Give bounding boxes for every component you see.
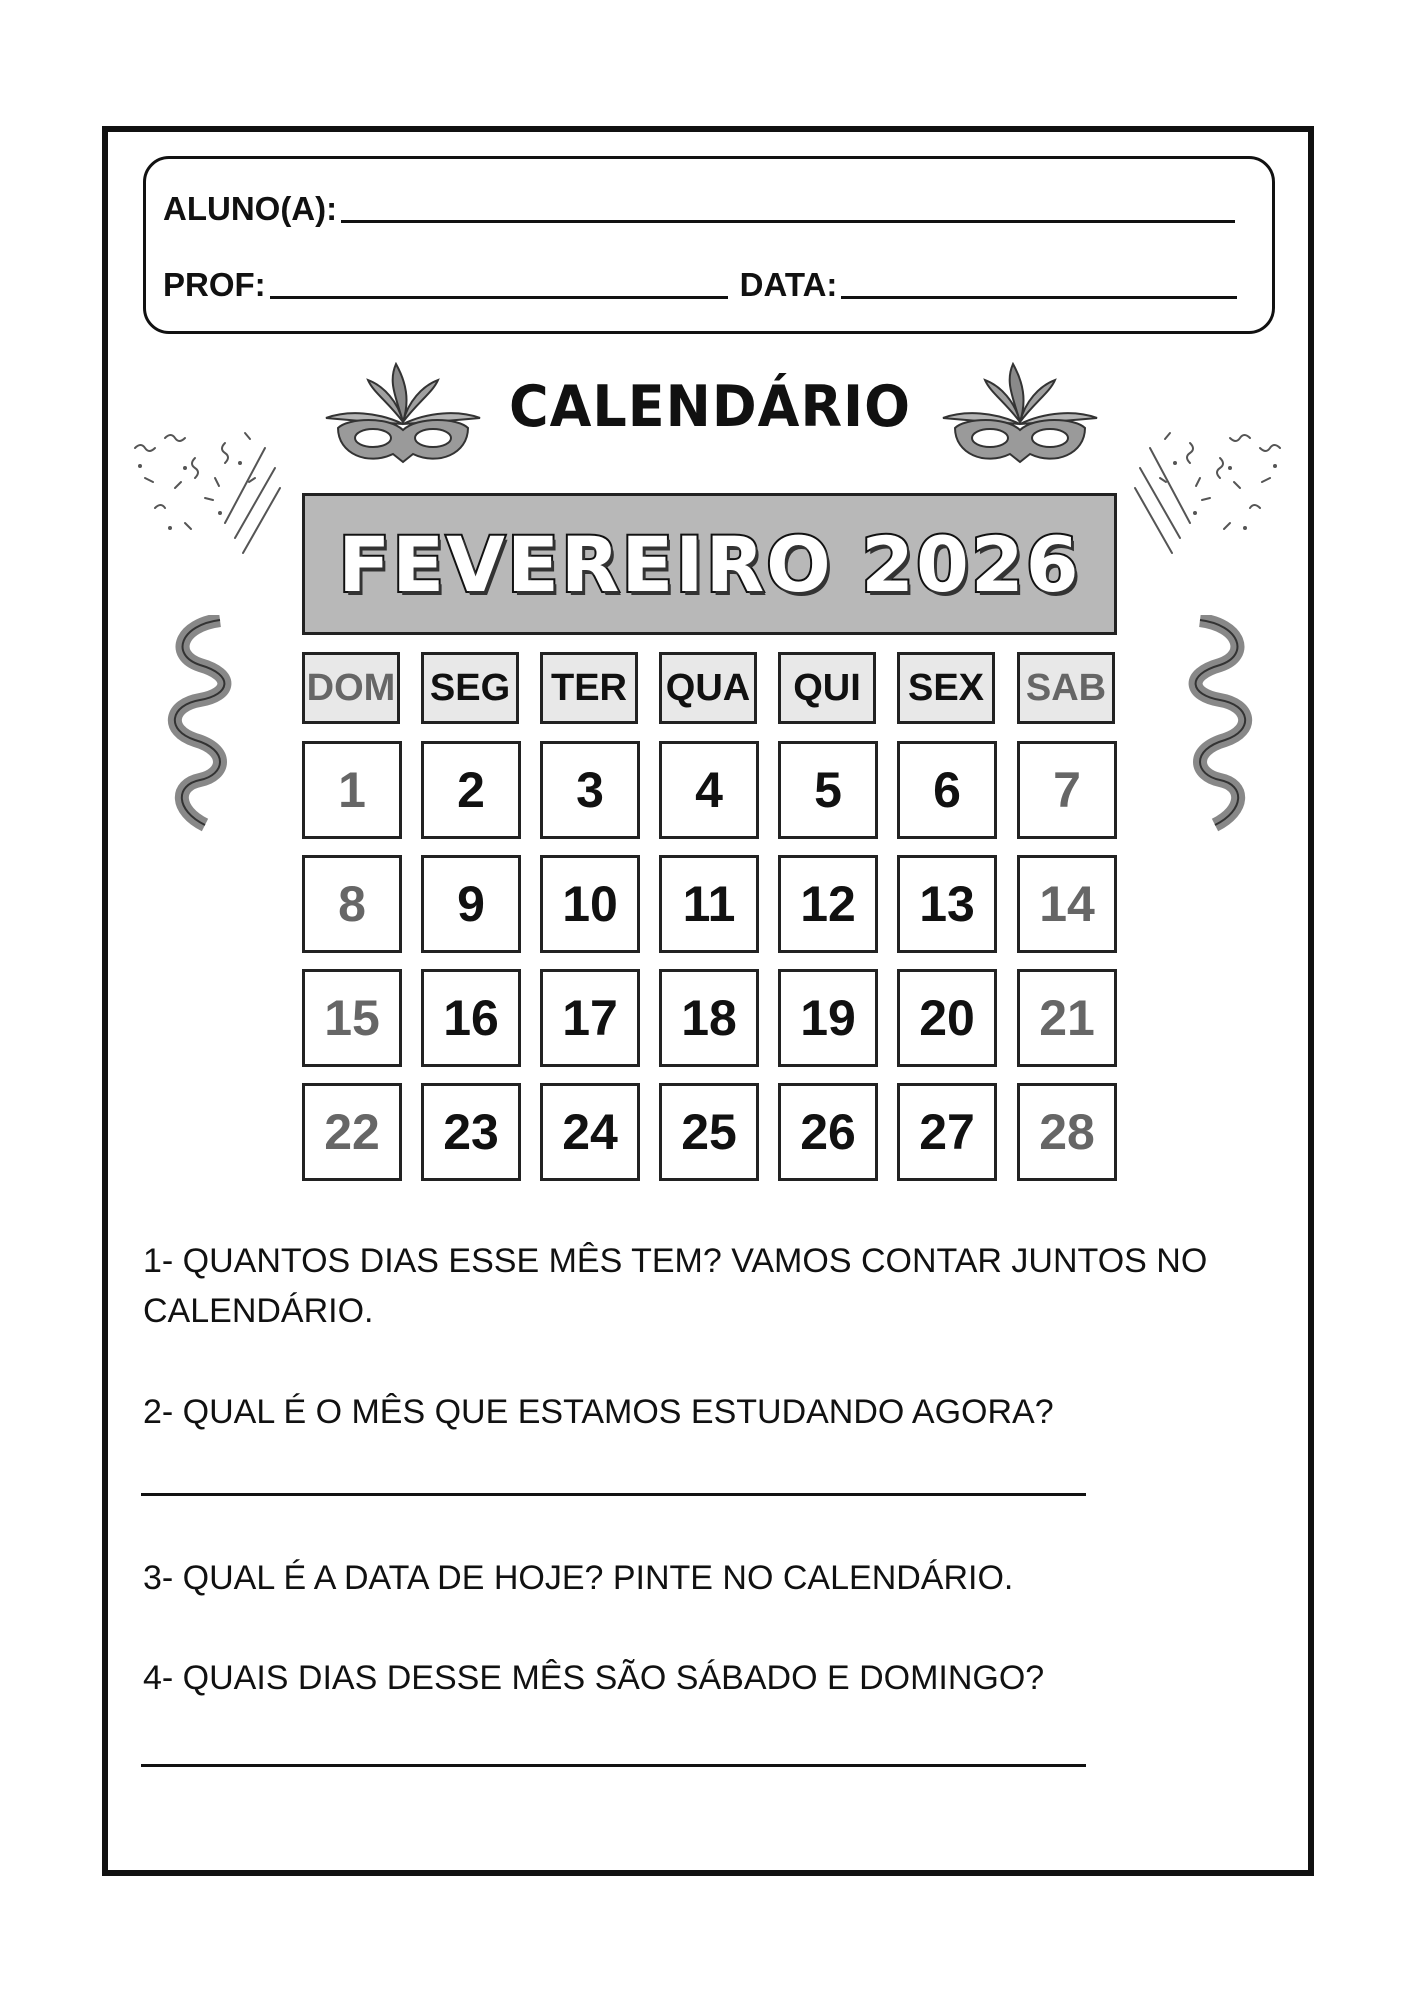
student-name-field[interactable] [341,220,1235,223]
calendar-day-cell[interactable]: 13 [897,855,997,953]
answer-line-4[interactable] [141,1764,1086,1767]
weekday-friday: SEX [897,652,995,724]
teacher-field[interactable] [270,296,728,299]
weekday-saturday: SAB [1017,652,1115,724]
weekday-tuesday: TER [540,652,638,724]
carnival-mask-icon [318,362,488,477]
calendar-day-cell[interactable]: 11 [659,855,759,953]
calendar-day-cell[interactable]: 16 [421,969,521,1067]
question-3: 3- QUAL É A DATA DE HOJE? PINTE NO CALENDÁRIO. [143,1559,1014,1597]
weekday-monday: SEG [421,652,519,724]
teacher-label: PROF: [163,266,266,303]
calendar-day-cell[interactable]: 24 [540,1083,640,1181]
weekday-thursday: QUI [778,652,876,724]
calendar-day-cell[interactable]: 19 [778,969,878,1067]
teacher-date-line [163,268,1237,301]
month-title: FEVEREIRO 2026 [338,519,1081,609]
question-1: 1- QUANTOS DIAS ESSE MÊS TEM? VAMOS CONTAR JUNTOS NO CALENDÁRIO. [143,1242,1208,1330]
calendar-day-cell[interactable]: 18 [659,969,759,1067]
calendar-day-cell[interactable]: 6 [897,741,997,839]
weekday-sunday: DOM [302,652,400,724]
calendar-day-cell[interactable]: 22 [302,1083,402,1181]
streamer-icon [160,615,250,835]
student-name-label: ALUNO(A): [163,190,338,227]
calendar-day-cell[interactable]: 23 [421,1083,521,1181]
date-field[interactable] [841,296,1237,299]
month-banner [302,493,1117,635]
calendar-day-cell[interactable]: 27 [897,1083,997,1181]
weekday-wednesday: QUA [659,652,757,724]
calendar-day-cell[interactable]: 15 [302,969,402,1067]
confetti-icon [125,428,285,558]
calendar-day-cell[interactable]: 12 [778,855,878,953]
calendar-day-cell[interactable]: 7 [1017,741,1117,839]
calendar-day-cell[interactable]: 5 [778,741,878,839]
streamer-icon [1170,615,1260,835]
question-2: 2- QUAL É O MÊS QUE ESTAMOS ESTUDANDO AGORA? [143,1393,1054,1431]
student-info-box [143,156,1275,334]
calendar-day-cell[interactable]: 9 [421,855,521,953]
calendar-day-cell[interactable]: 3 [540,741,640,839]
calendar-day-cell[interactable]: 10 [540,855,640,953]
calendar-day-cell[interactable]: 4 [659,741,759,839]
calendar-day-cell[interactable]: 21 [1017,969,1117,1067]
calendar-day-cell[interactable]: 8 [302,855,402,953]
calendar-day-cell[interactable]: 20 [897,969,997,1067]
confetti-icon [1130,428,1290,558]
carnival-mask-icon [935,362,1105,477]
date-label: DATA: [739,266,838,303]
weekday-header-row [302,652,1117,724]
calendar-day-cell[interactable]: 28 [1017,1083,1117,1181]
answer-line-2[interactable] [141,1493,1086,1496]
student-name-line [163,192,1235,225]
calendar-day-cell[interactable]: 25 [659,1083,759,1181]
question-4: 4- QUAIS DIAS DESSE MÊS SÃO SÁBADO E DOMINGO? [143,1659,1045,1697]
calendar-day-cell[interactable]: 2 [421,741,521,839]
calendar-day-cell[interactable]: 17 [540,969,640,1067]
page-title: CALENDÁRIO [508,373,912,440]
calendar-day-cell[interactable]: 14 [1017,855,1117,953]
calendar-day-cell[interactable]: 26 [778,1083,878,1181]
calendar-day-cell[interactable]: 1 [302,741,402,839]
